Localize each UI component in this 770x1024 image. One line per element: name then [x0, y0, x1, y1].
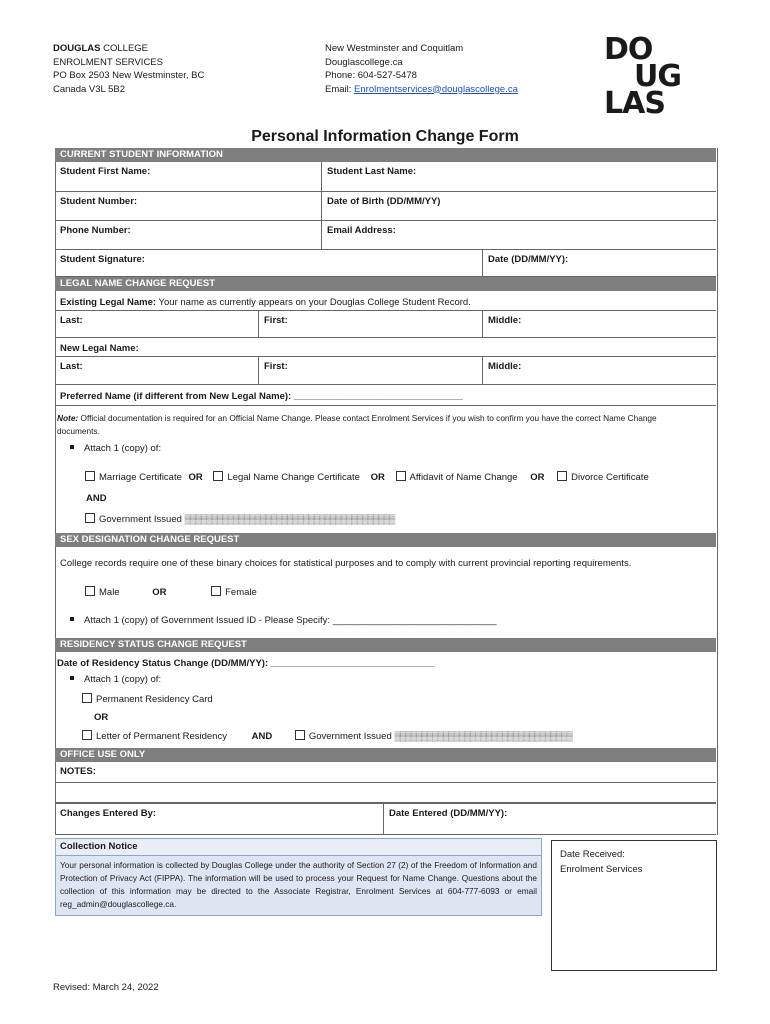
legal-gov-line	[85, 513, 394, 525]
divider-preferred	[55, 405, 716, 406]
residency-date-field[interactable]: Date of Residency Status Change (DD/MM/YY): _______________________________	[57, 658, 435, 669]
pr-card-line	[82, 693, 213, 705]
opt-female: Female	[225, 587, 257, 598]
opt-affidavit: Affidavit of Name Change	[409, 472, 518, 483]
new-name-label: New Legal Name:	[60, 343, 139, 354]
note-label: Note:	[57, 413, 79, 423]
collection-notice-body: Your personal information is collected by Douglas College under the authority of Section 27 (2) of the Freedom of Information and Protection of Privacy Act (FIPPA). The information will be used to process your Request for Name Change. Questions about the collection of this information may be directed to the Associate Registrar, Enrolment Services at 604-777-6093 or email reg_admin@douglascollege.ca.	[60, 860, 537, 909]
bullet-icon	[70, 445, 74, 449]
legal-attach-line	[70, 443, 161, 454]
checkbox-gov-id[interactable]	[85, 513, 95, 523]
college-address-block	[53, 42, 204, 96]
opt-pr-card: Permanent Residency Card	[96, 694, 213, 705]
date-received-box[interactable]	[551, 840, 717, 971]
row-notes	[55, 762, 716, 783]
note-line-2: documents.	[57, 426, 100, 436]
legal-attach-text: Attach 1 (copy) of:	[84, 443, 162, 454]
sex-attach-text[interactable]: Attach 1 (copy) of Government Issued ID - Please Specify: _______________________________	[84, 615, 497, 626]
existing-last-field[interactable]: Last:	[60, 315, 83, 326]
email-link[interactable]: Enrolmentservices@douglascollege.ca	[354, 83, 518, 95]
entered-by-field[interactable]: Changes Entered By:	[60, 808, 157, 819]
row-number-dob	[55, 192, 716, 221]
or-1: OR	[188, 472, 203, 483]
bullet-icon	[70, 676, 74, 680]
date-entered-field[interactable]: Date Entered (DD/MM/YY):	[383, 804, 716, 834]
residency-and: AND	[251, 731, 273, 742]
email-field[interactable]: Email Address:	[321, 221, 716, 249]
checkbox-male[interactable]	[85, 586, 95, 596]
enrolment-services-label: Enrolment Services	[560, 864, 643, 875]
existing-middle-field[interactable]: Middle:	[482, 311, 716, 337]
residency-or: OR	[94, 712, 109, 723]
opt-marriage: Marriage Certificate	[99, 472, 182, 483]
preferred-name-field[interactable]: Preferred Name (if different from New Legal Name): ________________________________	[60, 391, 463, 402]
checkbox-divorce[interactable]	[557, 471, 567, 481]
logo-line-2: UG	[634, 59, 681, 94]
existing-name-label: Existing Legal Name:	[60, 297, 157, 308]
section-office-use: OFFICE USE ONLY	[55, 748, 716, 762]
sex-options-line	[85, 586, 257, 598]
checkbox-legal-certificate[interactable]	[213, 471, 223, 481]
checkbox-letter[interactable]	[82, 730, 92, 740]
existing-name-note: Your name as currently appears on your Douglas College Student Record.	[156, 297, 471, 308]
campuses: New Westminster and Coquitlam	[325, 43, 464, 54]
section-legal-name: LEGAL NAME CHANGE REQUEST	[55, 277, 716, 291]
signature-date-field[interactable]: Date (DD/MM/YY):	[482, 250, 716, 276]
new-middle-field[interactable]: Middle:	[482, 357, 716, 384]
sex-attach-line	[70, 615, 496, 626]
bullet-icon	[70, 617, 74, 621]
opt-letter: Letter of Permanent Residency	[96, 731, 227, 742]
new-first-field[interactable]: First:	[258, 357, 482, 384]
sex-description: College records require one of these binary choices for statistical purposes and to comply with current provincial reporting requirements.	[60, 558, 632, 569]
address-line-2: Canada V3L 5B2	[53, 83, 126, 95]
note-line-1	[57, 413, 657, 423]
row-phone-email	[55, 221, 716, 250]
revision-date: Revised: March 24, 2022	[53, 982, 159, 993]
row-signature	[55, 250, 716, 277]
last-name-field[interactable]: Student Last Name:	[321, 162, 716, 191]
opt-male: Male	[99, 587, 120, 598]
row-existing-name	[55, 310, 716, 338]
sex-or: OR	[152, 587, 167, 598]
note-text: Official documentation is required for an Official Name Change. Please contact Enrolment Services if you wish to confirm you have the correct Name Change	[78, 413, 657, 423]
legal-options-line	[85, 471, 649, 483]
department-name: ENROLMENT SERVICES	[53, 56, 163, 68]
residency-attach-line	[70, 674, 161, 685]
collection-notice	[55, 838, 542, 916]
or-2: OR	[370, 472, 385, 483]
douglas-logo	[604, 32, 690, 122]
new-last-field[interactable]: Last:	[60, 361, 83, 372]
opt-residency-gov: Government Issued	[308, 731, 392, 742]
date-received-label: Date Received:	[560, 849, 625, 860]
checkbox-female[interactable]	[211, 586, 221, 596]
existing-first-field[interactable]: First:	[258, 311, 482, 337]
logo-line-3: LAS	[604, 86, 665, 121]
section-current-student: CURRENT STUDENT INFORMATION	[55, 148, 716, 162]
phone: Phone: 604-527-5478	[325, 70, 417, 81]
section-sex-designation: SEX DESIGNATION CHANGE REQUEST	[55, 533, 716, 547]
form-title: Personal Information Change Form	[251, 128, 519, 145]
row-new-name	[55, 356, 716, 385]
contact-block	[325, 42, 518, 96]
college-name-bold: DOUGLAS	[53, 43, 101, 54]
notes-field[interactable]: NOTES:	[60, 766, 96, 777]
garbled-text: ▒▒▒▒▒▒▒▒▒▒▒▒▒▒▒▒▒▒▒▒▒▒▒▒▒▒▒▒▒▒▒▒▒▒▒▒▒▒▒	[184, 514, 395, 524]
row-notes-blank	[55, 783, 716, 803]
section-residency: RESIDENCY STATUS CHANGE REQUEST	[55, 638, 716, 652]
collection-notice-title: Collection Notice	[56, 839, 541, 856]
email-label: Email:	[325, 83, 355, 95]
garbled-text: ▒▒▒▒▒▒▒▒▒▒▒▒▒▒▒▒▒▒▒▒▒▒▒▒▒▒▒▒▒▒▒▒▒	[394, 731, 572, 741]
or-3: OR	[530, 472, 545, 483]
website: Douglascollege.ca	[325, 56, 403, 68]
opt-gov: Government Issued	[99, 514, 182, 525]
residency-attach-text: Attach 1 (copy) of:	[84, 674, 162, 685]
residency-letter-line	[82, 730, 572, 742]
row-entered	[55, 803, 716, 835]
college-name-rest: COLLEGE	[100, 43, 149, 54]
signature-field[interactable]: Student Signature:	[60, 254, 145, 265]
checkbox-pr-card[interactable]	[82, 693, 92, 703]
checkbox-marriage[interactable]	[85, 471, 95, 481]
address-line-1: PO Box 2503 New Westminster, BC	[53, 70, 205, 81]
existing-name-line	[60, 297, 471, 308]
opt-divorce: Divorce Certificate	[571, 472, 649, 483]
dob-field[interactable]: Date of Birth (DD/MM/YY)	[321, 192, 716, 220]
logo-line-1: DO	[604, 32, 653, 67]
student-number-field[interactable]: Student Number:	[60, 196, 138, 207]
and-label: AND	[86, 493, 107, 504]
opt-legal: Legal Name Change Certificate	[227, 472, 360, 483]
checkbox-affidavit[interactable]	[396, 471, 406, 481]
first-name-field[interactable]: Student First Name:	[60, 166, 151, 177]
phone-field[interactable]: Phone Number:	[60, 225, 131, 236]
checkbox-residency-gov[interactable]	[295, 730, 305, 740]
row-names	[55, 162, 716, 192]
